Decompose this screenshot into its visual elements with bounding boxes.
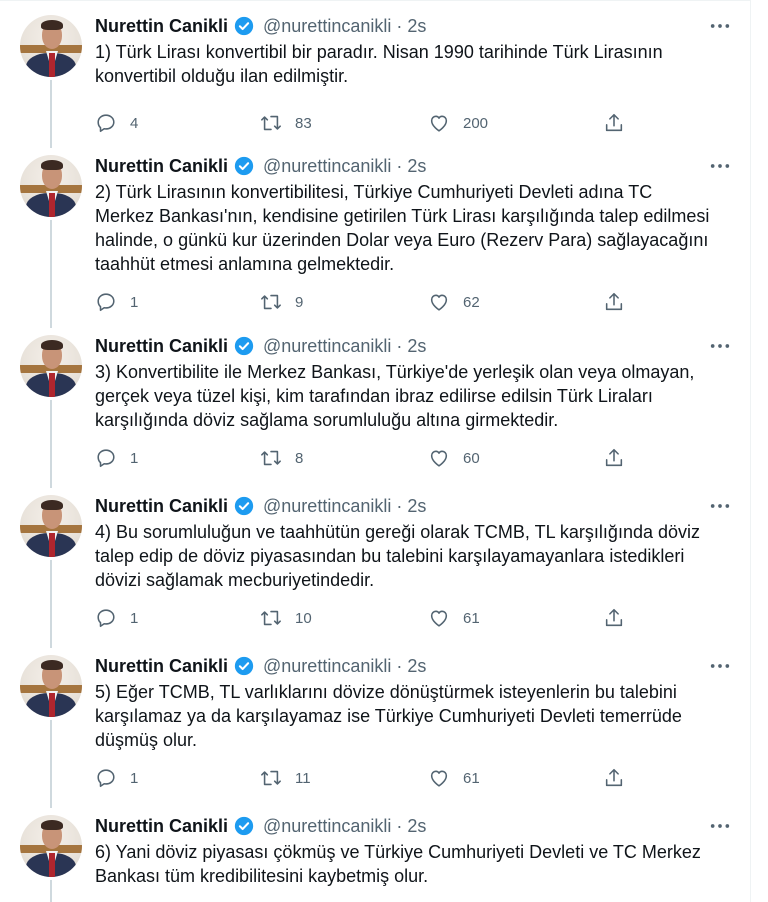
retweet-arrows-icon [260,447,282,469]
verified-badge-icon [233,495,255,517]
ellipsis-icon [709,662,731,670]
ellipsis-icon [709,162,731,170]
retweet-count: 83 [295,114,312,132]
heart-outline-icon [428,607,450,629]
author-handle[interactable]: @nurettincanikli [263,656,392,676]
separator-dot: · [396,656,403,676]
retweet-arrows-icon [260,767,282,789]
author-handle[interactable]: @nurettincanikli [263,156,392,176]
like-count: 61 [463,769,480,787]
reply-count: 4 [130,114,139,132]
retweet-button[interactable] [260,766,311,790]
tweet-timestamp[interactable]: 2s [407,496,427,516]
like-count: 62 [463,293,480,311]
like-count: 200 [463,114,489,132]
speech-bubble-icon [95,767,117,789]
more-options-button[interactable] [705,655,735,677]
tweet[interactable] [0,15,751,155]
retweet-button[interactable] [260,606,312,630]
tweet-header [95,155,735,177]
more-options-button[interactable] [705,15,735,37]
upload-arrow-icon [603,607,625,629]
tweet-content [95,15,735,132]
tweet-actions [95,111,655,135]
speech-bubble-icon [95,112,117,134]
author-name[interactable]: Nurettin Canikli [95,496,229,516]
tweet-text: 1) Türk Lirası konvertibil bir paradır. Nisan 1990 tarihinde Türk Lirasının konvertibil olduğu ilan edilmiştir. [95,42,663,86]
verified-badge-icon [233,335,255,357]
tweet-timestamp[interactable]: 2s [407,656,427,676]
tweet-content [95,495,735,627]
avatar-column [20,335,82,397]
retweet-button[interactable] [260,446,303,470]
reply-button[interactable] [95,766,138,790]
tweet-header [95,335,735,357]
like-button[interactable] [428,446,480,470]
like-count: 60 [463,449,480,467]
author-handle[interactable]: @nurettincanikli [263,816,392,836]
author-handle[interactable]: @nurettincanikli [263,496,392,516]
upload-arrow-icon [603,112,625,134]
upload-arrow-icon [603,291,625,313]
reply-count: 1 [130,609,139,627]
author-name[interactable]: Nurettin Canikli [95,16,229,36]
heart-outline-icon [428,291,450,313]
upload-arrow-icon [603,447,625,469]
speech-bubble-icon [95,447,117,469]
avatar-column [20,655,82,717]
more-options-button[interactable] [705,335,735,357]
tweet-actions [95,766,655,790]
tweet-actions [95,446,655,470]
tweet-header [95,495,735,517]
retweet-button[interactable] [260,290,303,314]
tweet[interactable] [0,655,751,815]
tweet-timestamp[interactable]: 2s [407,156,427,176]
upload-arrow-icon [603,767,625,789]
separator-dot: · [396,496,403,516]
share-button[interactable] [603,606,625,630]
like-button[interactable] [428,290,480,314]
avatar-column [20,15,82,77]
reply-button[interactable] [95,606,138,630]
more-options-button[interactable] [705,495,735,517]
tweet-header [95,815,735,837]
like-button[interactable] [428,606,480,630]
author-handle[interactable]: @nurettincanikli [263,336,392,356]
top-divider [0,0,751,1]
verified-badge-icon [233,815,255,837]
retweet-count: 9 [295,293,304,311]
speech-bubble-icon [95,607,117,629]
author-name[interactable]: Nurettin Canikli [95,156,229,176]
ellipsis-icon [709,502,731,510]
author-name[interactable]: Nurettin Canikli [95,656,229,676]
tweet-content [95,335,735,467]
retweet-arrows-icon [260,291,282,313]
verified-badge-icon [233,15,255,37]
tweet[interactable] [0,815,751,902]
tweet-text: 6) Yani döviz piyasası çökmüş ve Türkiye Cumhuriyeti Devleti ve TC Merkez Bankası tüm kredibilitesini kaybetmiş olur. [95,842,701,886]
tweet[interactable] [0,155,751,335]
avatar[interactable] [20,815,82,877]
retweet-count: 10 [295,609,312,627]
heart-outline-icon [428,112,450,134]
reply-count: 1 [130,769,139,787]
verified-badge-icon [233,655,255,677]
retweet-arrows-icon [260,112,282,134]
like-count: 61 [463,609,480,627]
tweet-timestamp[interactable]: 2s [407,336,427,356]
avatar-column [20,155,82,217]
tweet[interactable] [0,335,751,495]
verified-badge-icon [233,155,255,177]
tweet-content [95,815,735,888]
like-button[interactable] [428,766,480,790]
tweet-text: 5) Eğer TCMB, TL varlıklarını dövize dönüştürmek isteyenlerin bu talebini karşılamaz ya da karşılayamaz ise Türkiye Cumhuriyeti Devleti temerrüde düşmüş olur. [95,682,682,750]
author-name[interactable]: Nurettin Canikli [95,336,229,356]
retweet-arrows-icon [260,607,282,629]
tweet-actions [95,290,655,314]
speech-bubble-icon [95,291,117,313]
tweet-content [95,655,735,787]
author-name[interactable]: Nurettin Canikli [95,816,229,836]
retweet-count: 8 [295,449,304,467]
tweet-content [95,155,735,311]
avatar[interactable] [20,655,82,717]
avatar[interactable] [20,495,82,557]
reply-button[interactable] [95,446,138,470]
more-options-button[interactable] [705,815,735,837]
reply-count: 1 [130,293,139,311]
like-button[interactable] [428,111,488,135]
tweet-timestamp[interactable]: 2s [407,16,427,36]
ellipsis-icon [709,822,731,830]
retweet-button[interactable] [260,111,312,135]
tweet-timestamp[interactable]: 2s [407,816,427,836]
author-handle[interactable]: @nurettincanikli [263,16,392,36]
separator-dot: · [396,816,403,836]
tweet-header [95,655,735,677]
heart-outline-icon [428,767,450,789]
more-options-button[interactable] [705,155,735,177]
share-button[interactable] [603,290,625,314]
avatar-column [20,815,82,877]
reply-button[interactable] [95,111,138,135]
ellipsis-icon [709,342,731,350]
tweet[interactable] [0,495,751,655]
share-button[interactable] [603,446,625,470]
retweet-count: 11 [295,769,311,787]
separator-dot: · [396,156,403,176]
avatar[interactable] [20,155,82,217]
heart-outline-icon [428,447,450,469]
reply-count: 1 [130,449,139,467]
share-button[interactable] [603,111,625,135]
avatar[interactable] [20,15,82,77]
share-button[interactable] [603,766,625,790]
reply-button[interactable] [95,290,138,314]
separator-dot: · [396,336,403,356]
avatar[interactable] [20,335,82,397]
tweet-text: 3) Konvertibilite ile Merkez Bankası, Türkiye'de yerleşik olan veya olmayan, gerçek veya tüzel kişi, kim tarafından ibraz edilirse edilsin Türk Liraları karşılığında döviz sağlama sorumluluğu altına girmektedir. [95,362,695,430]
tweet-actions [95,606,655,630]
separator-dot: · [396,16,403,36]
avatar-column [20,495,82,557]
tweet-header [95,15,735,37]
tweet-text: 2) Türk Lirasının konvertibilitesi, Türkiye Cumhuriyeti Devleti adına TC Merkez Bankası'nın, kendisine getirilen Türk Lirası karşılığında talep edilmesi halinde, o günkü kur üzerinden Dolar veya Euro (Rezerv Para) sağlayacağını taahhüt etmesi anlamına gelmektedir. [95,182,710,274]
ellipsis-icon [709,22,731,30]
tweet-text: 4) Bu sorumluluğun ve taahhütün gereği olarak TCMB, TL karşılığında döviz talep edip de döviz piyasasından bu talebini karşılayamayanlara istedikleri dövizi sağlamak mecburiyetindedir. [95,522,700,590]
